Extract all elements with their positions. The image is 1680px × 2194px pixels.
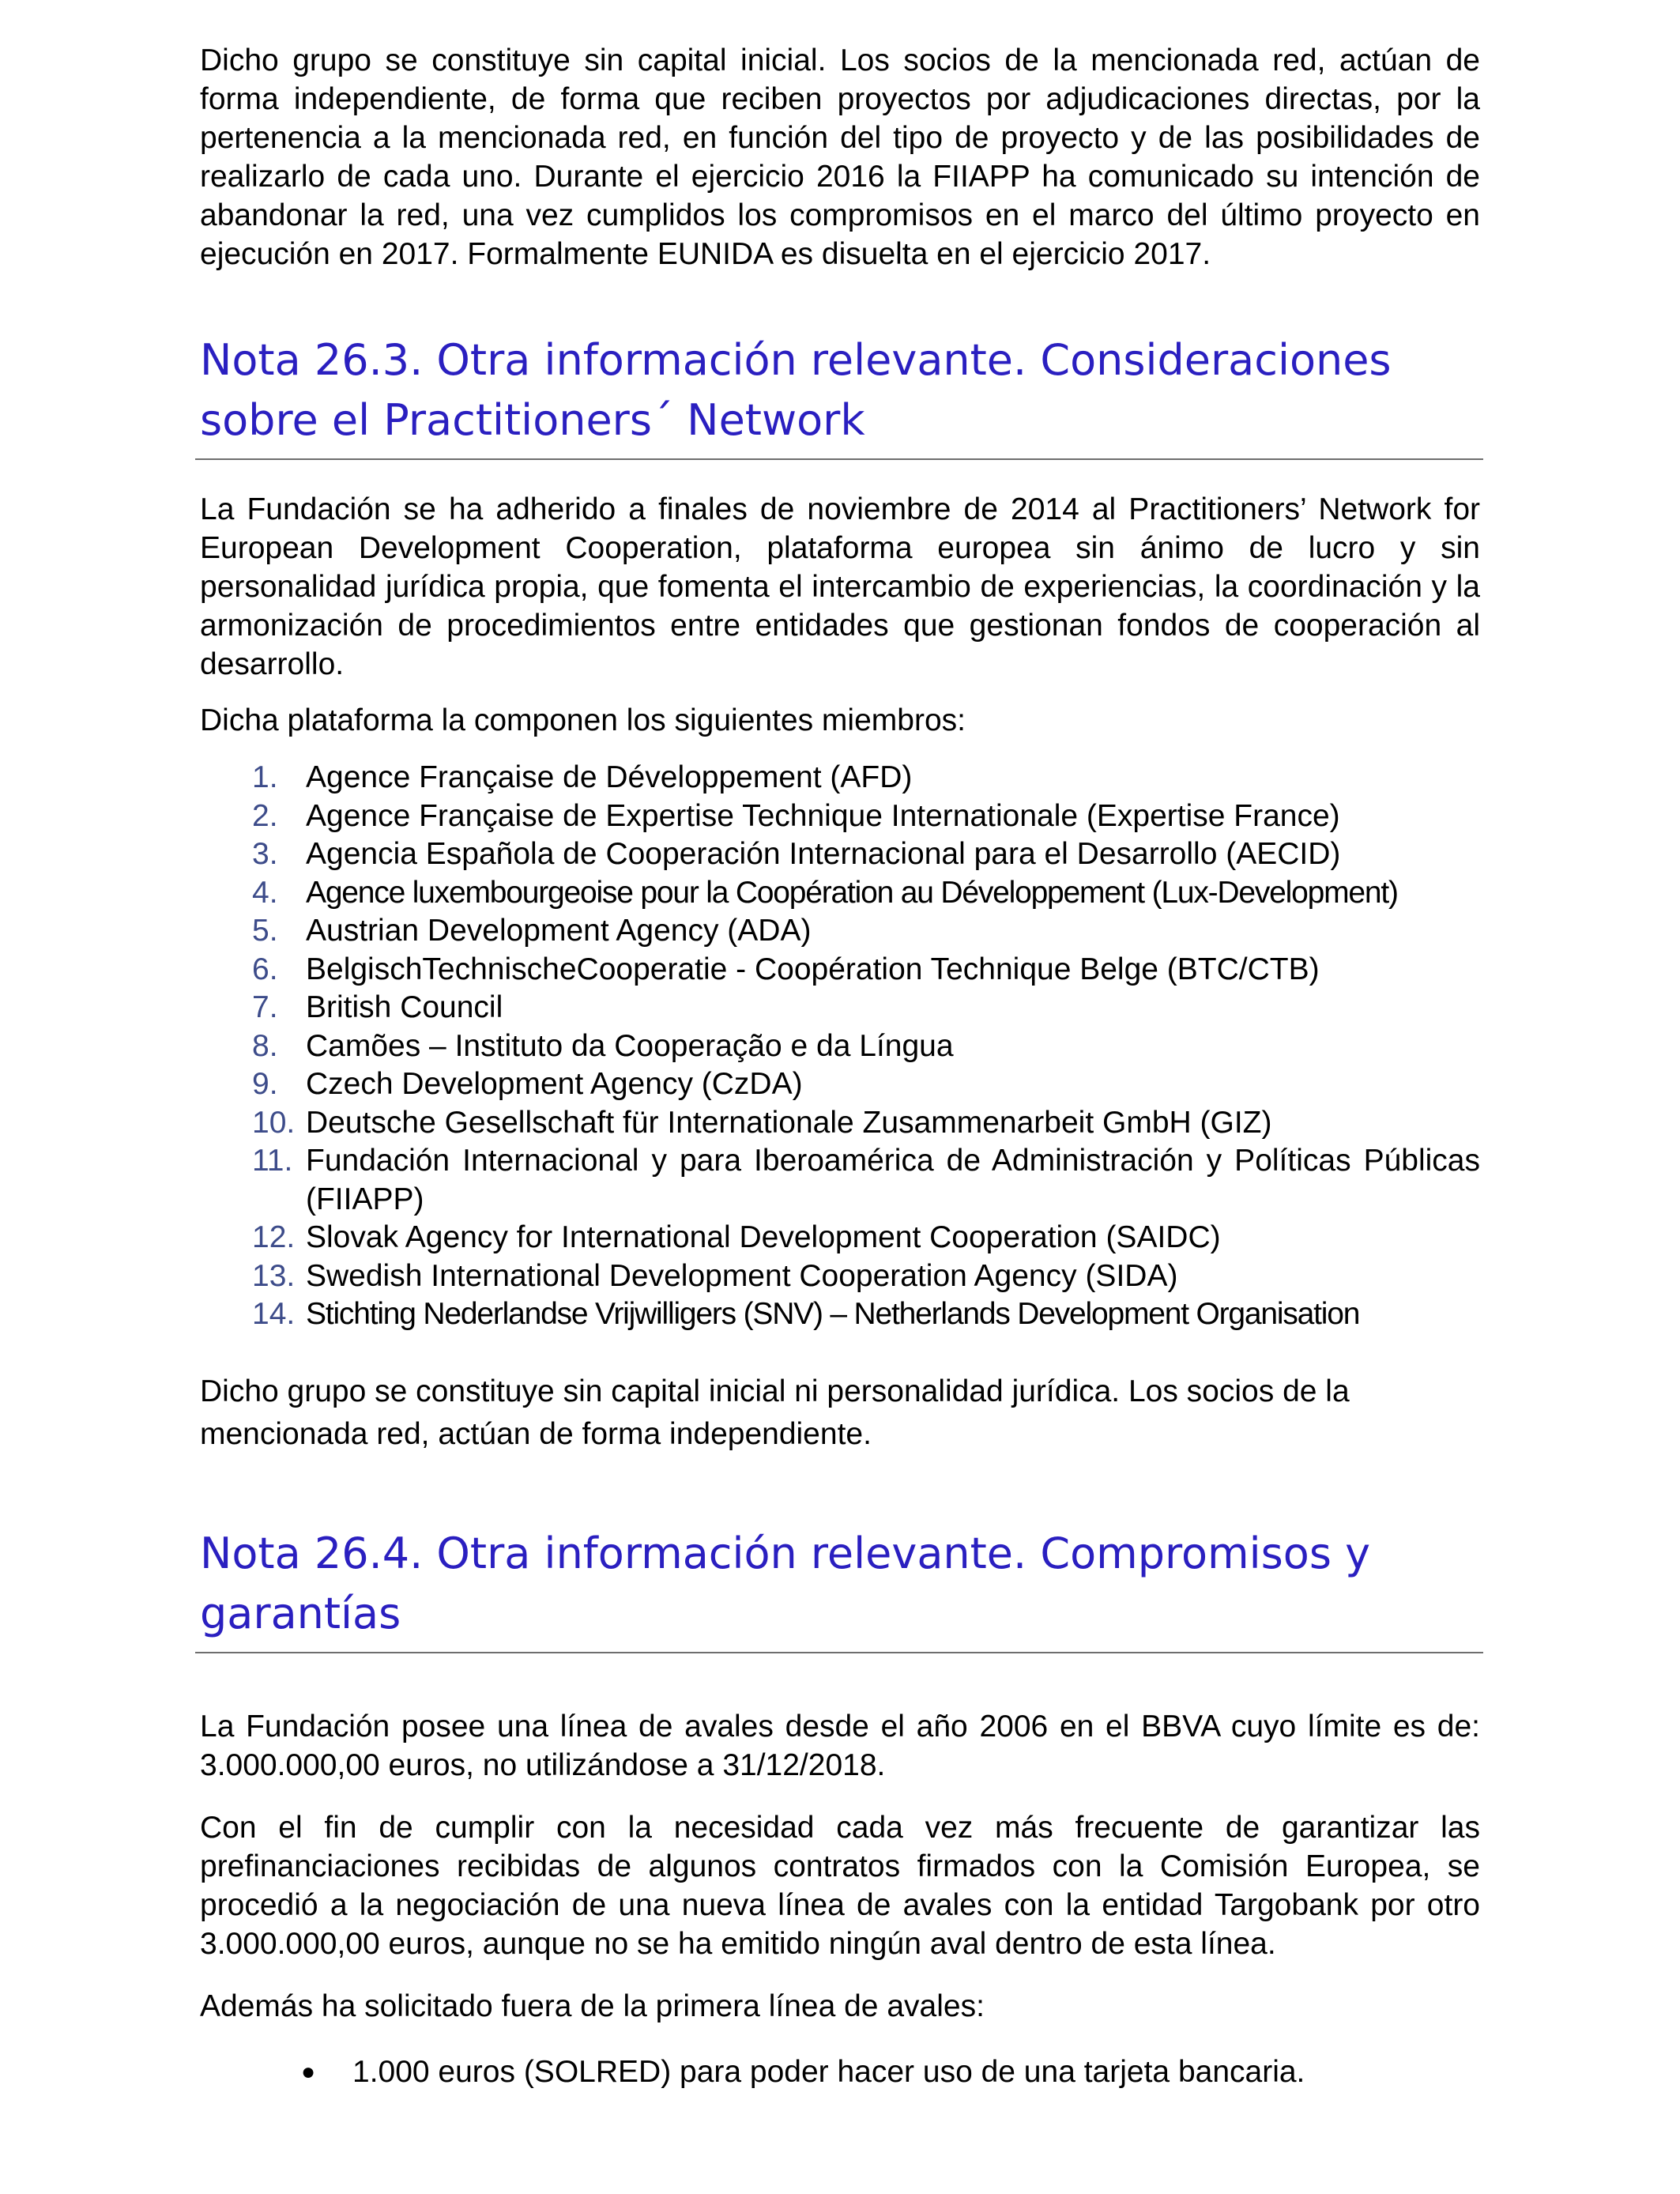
list-number: 2. [252,798,278,833]
list-number: 1. [252,760,278,794]
list-number: 14. [252,1297,296,1331]
list-number: 9. [252,1067,278,1101]
list-item [200,1065,1480,1104]
list-item-text: British Council [306,990,503,1024]
list-number: 3. [252,837,278,871]
list-item [200,1257,1480,1296]
list-number: 7. [252,990,278,1024]
list-item [200,835,1480,874]
list-item [200,1142,1480,1219]
list-item-text: BelgischTechnischeCooperatie - Coopération Technique Belge (BTC/CTB) [306,952,1320,986]
list-item [200,797,1480,836]
members-list [200,759,1480,1334]
list-item-text: Deutsche Gesellschaft für Internationale Zusammenarbeit GmbH (GIZ) [306,1105,1272,1140]
list-item [200,1295,1480,1334]
section-26-4-paragraph-1: La Fundación posee una línea de avales desde el año 2006 en el BBVA cuyo límite es de: 3.000.000,00 euros, no utilizándose a 31/12/2018. [200,1709,1480,1782]
intro-paragraph: Dicho grupo se constituye sin capital inicial. Los socios de la mencionada red, actúan de forma independiente, de forma que reciben proyectos por adjudicaciones directas, por la pertenencia a la mencionada red, en función del tipo de proyecto y de las posibilidades de realizarlo de cada uno. Durante el ejercicio 2016 la FIIAPP ha comunicado su intención de abandonar la red, una vez cumplidos los compromisos en el marco del último proyecto en ejecución en 2017. Formalmente EUNIDA es disuelta en el ejercicio 2017. [200,43,1480,271]
list-item-text: Fundación Internacional y para Iberoamérica de Administración y Políticas Públicas (FIIAPP) [306,1144,1480,1216]
section-26-3-heading: Nota 26.3. Otra información relevante. Consideraciones sobre el Practitioners´ Network [195,330,1483,460]
list-item [200,1219,1480,1257]
section-26-3-paragraph-3: Dicho grupo se constituye sin capital inicial ni personalidad jurídica. Los socios de la mencionada red, actúan de forma independiente. [200,1374,1350,1451]
list-number: 4. [252,875,278,910]
list-item [200,1104,1480,1143]
list-item [200,989,1480,1027]
list-item-text: Austrian Development Agency (ADA) [306,914,812,948]
list-number: 12. [252,1220,296,1254]
list-item [200,759,1480,797]
list-item-text: Slovak Agency for International Development Cooperation (SAIDC) [306,1220,1221,1254]
guarantees-list [200,2053,1480,2091]
list-item-text: Stichting Nederlandse Vrijwilligers (SNV) – Netherlands Development Organisation [306,1297,1360,1331]
section-26-4-paragraph-3: Además ha solicitado fuera de la primera línea de avales: [200,1989,985,2023]
list-number: 5. [252,914,278,948]
list-item-text: 1.000 euros (SOLRED) para poder hacer uso de una tarjeta bancaria. [352,2054,1305,2089]
section-26-4-paragraph-2: Con el fin de cumplir con la necesidad cada vez más frecuente de garantizar las prefinanciaciones recibidas de algunos contratos firmados con la Comisión Europea, se procedió a la negociación de una nueva línea de avales con la entidad Targobank por otro 3.000.000,00 euros, aunque no se ha emitido ningún aval dentro de esta línea. [200,1810,1480,1961]
list-item-text: Camões – Instituto da Cooperação e da Língua [306,1028,954,1063]
list-item-text: Agence luxembourgeoise pour la Coopération au Développement (Lux-Development) [306,875,1398,910]
bullet-icon: ● [301,2058,316,2085]
list-number: 8. [252,1028,278,1063]
section-26-3-paragraph-2: Dicha plataforma la componen los siguientes miembros: [200,703,966,737]
list-item-text: Agence Française de Développement (AFD) [306,760,913,794]
section-26-4-heading: Nota 26.4. Otra información relevante. Compromisos y garantías [195,1524,1483,1653]
list-item-text: Swedish International Development Cooperation Agency (SIDA) [306,1258,1178,1293]
list-item-text: Czech Development Agency (CzDA) [306,1067,803,1101]
list-item [200,2053,1480,2091]
list-item [200,874,1480,913]
list-item [200,912,1480,951]
list-item [200,1027,1480,1066]
list-item-text: Agence Française de Expertise Technique Internationale (Expertise France) [306,798,1340,833]
document-page [200,41,1480,2091]
list-number: 11. [252,1144,293,1178]
list-number: 10. [252,1105,296,1140]
list-item-text: Agencia Española de Cooperación Internacional para el Desarrollo (AECID) [306,837,1341,871]
list-number: 13. [252,1258,296,1293]
list-item [200,951,1480,990]
list-number: 6. [252,952,278,986]
section-26-3-paragraph-1: La Fundación se ha adherido a finales de noviembre de 2014 al Practitioners’ Network for European Development Cooperation, plataforma europea sin ánimo de lucro y sin personalidad jurídica propia, que fomenta el intercambio de experiencias, la coordinación y la armonización de procedimientos entre entidades que gestionan fondos de cooperación al desarrollo. [200,492,1480,681]
